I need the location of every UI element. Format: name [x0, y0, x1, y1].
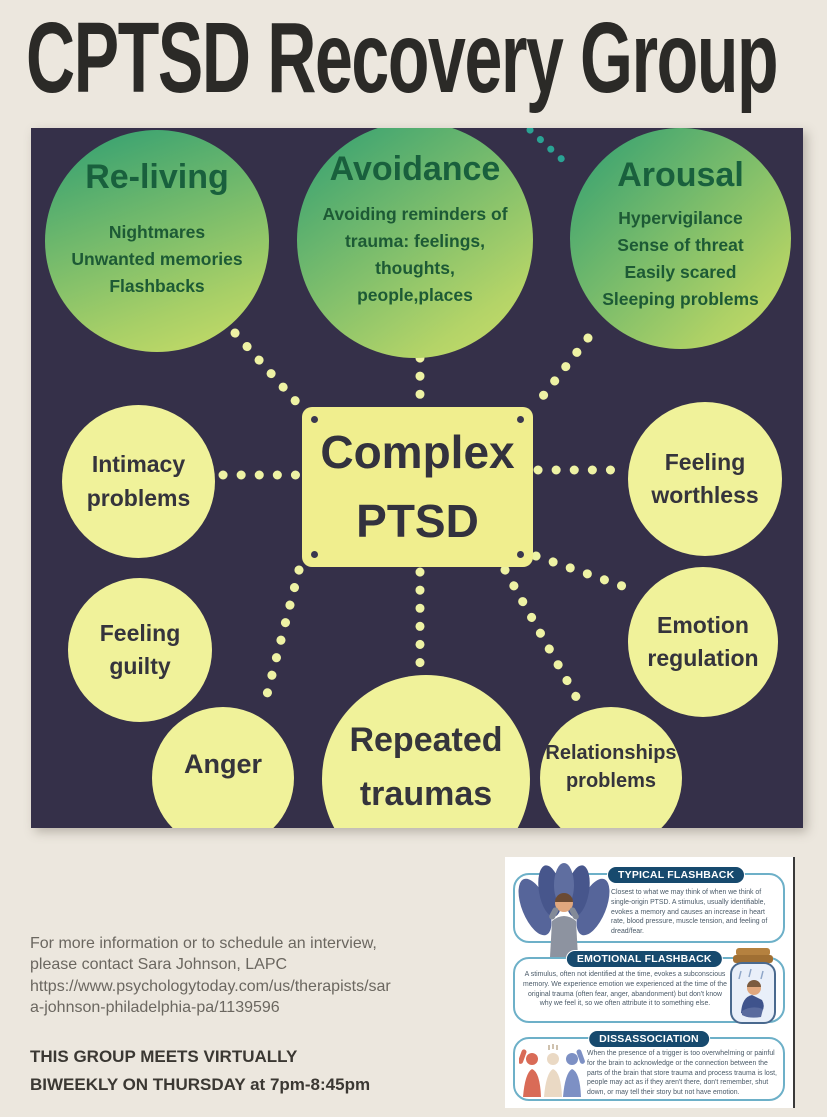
bubble-re-living	[45, 130, 269, 352]
bubble-title: Avoidance	[329, 150, 501, 188]
bubble-details: Avoiding reminders of trauma: feelings, thoughts, people,places	[322, 204, 508, 306]
corner-dot	[517, 551, 524, 558]
bubble-details: Hypervigilance Sense of threat Easily scared Sleeping problems	[602, 208, 759, 310]
shadow-figures-illustration	[517, 863, 611, 959]
corner-dot	[517, 416, 524, 423]
section-typical-flashback	[513, 869, 785, 943]
corner-dot	[311, 551, 318, 558]
meeting-line-1: THIS GROUP MEETS VIRTUALLY	[30, 1047, 298, 1066]
corner-dot	[311, 416, 318, 423]
bubble-feeling-worthless: Feeling worthless	[628, 402, 782, 556]
cptsd-symptom-diagram	[31, 128, 803, 828]
bubble-emotion-regulation: Emotion regulation	[628, 567, 778, 717]
bubble-repeated-traumas: Repeated traumas	[322, 675, 530, 828]
section-heading-badge: TYPICAL FLASHBACK	[607, 866, 745, 884]
bubble-relationships-problems: Relationships problems	[540, 707, 682, 828]
bubble-feeling-guilty: Feeling guilty	[68, 578, 212, 722]
bubble-title: Re-living	[85, 158, 229, 196]
section-heading-badge: DISSASSOCIATION	[588, 1030, 710, 1048]
dissociation-figures-illustration	[519, 1043, 585, 1097]
center-label: Complex	[320, 426, 515, 478]
section-emotional-flashback	[513, 953, 785, 1023]
person-in-jar-illustration	[727, 947, 779, 1025]
section-body-text: When the presence of a trigger is too overwhelming or painful for the brain to acknowledge or the connection between the parts of the brain that store trauma and process trauma is lost, people may act as if they aren't there, don't remember, shut down, or may tell their story but not have emotion.	[587, 1050, 777, 1097]
bubble-avoidance	[297, 128, 533, 358]
bubble-anger: Anger	[152, 707, 294, 828]
section-dissassociation	[513, 1033, 785, 1101]
bubble-intimacy-problems: Intimacy problems	[62, 405, 215, 558]
bubble-details: Nightmares Unwanted memories Flashbacks	[71, 222, 243, 297]
section-heading-badge: EMOTIONAL FLASHBACK	[566, 950, 723, 968]
contact-info: For more information or to schedule an interview, please contact Sara Johnson, LAPC https://www.psychologytoday.com/us/therapists/sara-johnson-philadelphia-pa/1139596	[30, 935, 391, 1016]
meeting-schedule	[30, 1043, 370, 1099]
meeting-line-2: BIWEEKLY ON THURSDAY at 7pm-8:45pm	[30, 1075, 371, 1095]
center-label: PTSD	[356, 495, 479, 547]
section-body-text: Closest to what we may think of when we think of single-origin PTSD. A stimulus, usually identifiable, evokes a memory and causes an increase in heart rate, blood pressure, muscle tension, and feeling of dread/fear.	[611, 889, 768, 936]
section-body-text: A stimulus, often not identified at the time, evokes a subconscious memory. We experience emotion we experienced at the time of the original trauma (often fear, anger, abandonment) but don't know why we feel it, so we often attribute it to something else.	[523, 971, 727, 1008]
page-title: CPTSD Recovery Group	[26, 2, 778, 114]
bubble-title: Arousal	[617, 156, 744, 194]
complex-ptsd-center-box	[302, 407, 533, 567]
bubble-arousal	[570, 128, 791, 349]
flashback-types-panel	[505, 857, 795, 1108]
